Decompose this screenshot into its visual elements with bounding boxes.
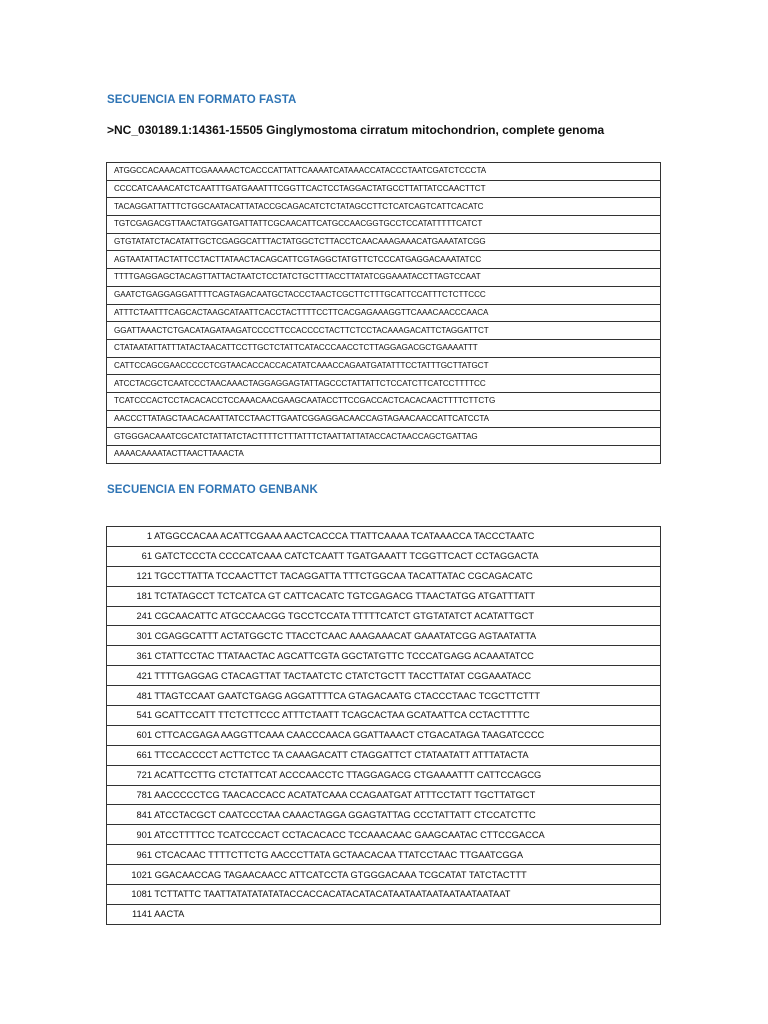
fasta-sequence-line: AGTAATATTACTATTCCTACTTATAACTACAGCATTCGTAGGCTATGTTCTCCCATGAGGACAAATATCC xyxy=(107,251,661,269)
fasta-row xyxy=(107,269,661,287)
genbank-sequence-cell xyxy=(107,527,661,547)
genbank-row xyxy=(107,885,661,905)
genbank-sequence-text: TCTTATTC TAATTATATATATATACCACCACATACATACATAATAATAATAATAATAATAAT xyxy=(154,889,511,900)
genbank-sequence-cell xyxy=(107,725,661,745)
genbank-sequence-cell xyxy=(107,785,661,805)
fasta-row xyxy=(107,446,661,464)
genbank-position-number: 421 xyxy=(136,670,152,681)
genbank-row xyxy=(107,566,661,586)
fasta-sequence-line: GGATTAAACTCTGACATAGATAAGATCCCCTTCCACCCCTACTTCTCCTACAAAGACATTCTAGGATTCT xyxy=(107,322,661,340)
genbank-row xyxy=(107,765,661,785)
genbank-sequence-text: TTCCACCCCT ACTTCTCC TA CAAAGACATT CTAGGATTCT CTATAATATT ATTTATACTA xyxy=(154,750,529,761)
genbank-position-number: 1021 xyxy=(131,869,152,880)
genbank-position-number: 721 xyxy=(136,770,152,781)
genbank-position-number: 661 xyxy=(136,750,152,761)
fasta-row xyxy=(107,322,661,340)
fasta-section-heading: SECUENCIA EN FORMATO FASTA xyxy=(107,94,297,106)
fasta-row xyxy=(107,392,661,410)
genbank-sequence-cell xyxy=(107,904,661,924)
fasta-row xyxy=(107,375,661,393)
genbank-row xyxy=(107,546,661,566)
genbank-sequence-cell xyxy=(107,805,661,825)
genbank-row xyxy=(107,825,661,845)
genbank-position-number: 301 xyxy=(136,630,152,641)
genbank-sequence-text: GATCTCCCTA CCCCATCAAA CATCTCAATT TGATGAAATT TCGGTTCACT CCTAGGACTA xyxy=(154,551,539,562)
genbank-sequence-cell xyxy=(107,586,661,606)
genbank-row xyxy=(107,606,661,626)
genbank-position-number: 181 xyxy=(136,591,152,602)
genbank-position-number: 1081 xyxy=(131,889,152,900)
fasta-sequence-line: GTGGGACAAATCGCATCTATTATCTACTTTTCTTTATTTCTAATTATTATACCACTAACCAGCTGATTAG xyxy=(107,428,661,446)
genbank-sequence-text: CTCACAAC TTTTCTTCTG AACCCTTATA GCTAACACAA TTATCCTAAC TTGAATCGGA xyxy=(154,849,524,860)
genbank-position-number: 1141 xyxy=(132,909,152,920)
fasta-sequence-line: GTGTATATCTACATATTGCTCGAGGCATTTACTATGGCTCTTACCTCAACAAAGAAACATGAAATATCGG xyxy=(107,233,661,251)
fasta-sequence-line: ATTTCTAATTTCAGCACTAAGCATAATTCACCTACTTTTCCTTCACGAGAAAGGTTCAAACAACCCAACA xyxy=(107,304,661,322)
genbank-sequence-cell xyxy=(107,825,661,845)
fasta-row xyxy=(107,163,661,181)
fasta-sequence-line: TCATCCCACTCCTACACACCTCCAAACAACGAAGCAATACCTTCCGACCACTCACACAACTTTTCTTCTG xyxy=(107,392,661,410)
fasta-sequence-line: ATCCTACGCTCAATCCCTAACAAACTAGGAGGAGTATTAGCCCTATTATTCTCCATCTTCATCCTTTTCC xyxy=(107,375,661,393)
genbank-sequence-cell xyxy=(107,845,661,865)
genbank-sequence-text: TTAGTCCAAT GAATCTGAGG AGGATTTTCA GTAGACAATG CTACCCTAAC TCGCTTCTTT xyxy=(154,690,541,701)
fasta-row xyxy=(107,198,661,216)
genbank-sequence-text: GCATTCCATT TTCTCTTCCC ATTTCTAATT TCAGCACTAA GCATAATTCA CCTACTTTTC xyxy=(154,710,530,721)
genbank-row xyxy=(107,904,661,924)
genbank-sequence-cell xyxy=(107,566,661,586)
genbank-position-number: 541 xyxy=(136,710,152,721)
genbank-sequence-cell xyxy=(107,706,661,726)
genbank-row xyxy=(107,666,661,686)
genbank-sequence-text: ATGGCCACAA ACATTCGAAA AACTCACCCA TTATTCAAAA TCATAAACCA TACCCTAATC xyxy=(154,531,535,542)
genbank-sequence-text: CGCAACATTC ATGCCAACGG TGCCTCCATA TTTTTCATCT GTGTATATCT ACATATTGCT xyxy=(154,611,535,621)
genbank-position-number: 961 xyxy=(136,849,152,860)
genbank-sequence-cell xyxy=(107,626,661,646)
genbank-sequence-cell xyxy=(107,765,661,785)
genbank-position-number: 241 xyxy=(136,611,152,621)
fasta-row xyxy=(107,304,661,322)
genbank-sequence-text: CGAGGCATTT ACTATGGCTC TTACCTCAAC AAAGAAACAT GAAATATCGG AGTAATATTA xyxy=(154,630,537,641)
genbank-row xyxy=(107,686,661,706)
genbank-sequence-text: ATCCTTTTCC TCATCCCACT CCTACACACC TCCAAACAAC GAAGCAATAC CTTCCGACCA xyxy=(154,829,545,840)
genbank-position-number: 841 xyxy=(136,809,152,820)
genbank-sequence-table xyxy=(106,526,661,925)
fasta-sequence-line: TTTTGAGGAGCTACAGTTATTACTAATCTCCTATCTGCTTTACCTTATATCGGAAATACCTTAGTCCAAT xyxy=(107,269,661,287)
fasta-row xyxy=(107,286,661,304)
genbank-sequence-text: TCTATAGCCT TCTCATCA GT CATTCACATC TGTCGAGACG TTAACTATGG ATGATTTATT xyxy=(154,591,536,602)
genbank-row xyxy=(107,725,661,745)
fasta-sequence-table xyxy=(106,162,661,464)
fasta-header-line: >NC_030189.1:14361-15505 Ginglymostoma cirratum mitochondrion, complete genoma xyxy=(107,123,605,137)
genbank-row xyxy=(107,845,661,865)
fasta-row xyxy=(107,216,661,234)
genbank-sequence-cell xyxy=(107,546,661,566)
fasta-sequence-line: AAAACAAAATACTTAACTTAAACTA xyxy=(107,446,661,464)
genbank-position-number: 61 xyxy=(141,551,152,562)
genbank-sequence-cell xyxy=(107,745,661,765)
fasta-sequence-line: AACCCTTATAGCTAACACAATTATCCTAACTTGAATCGGAGGACAACCAGTAGAACAACCATTCATCCTA xyxy=(107,410,661,428)
fasta-row xyxy=(107,233,661,251)
fasta-row xyxy=(107,339,661,357)
fasta-row xyxy=(107,410,661,428)
genbank-sequence-cell xyxy=(107,646,661,666)
genbank-row xyxy=(107,805,661,825)
fasta-row xyxy=(107,180,661,198)
genbank-row xyxy=(107,527,661,547)
fasta-row xyxy=(107,357,661,375)
genbank-row xyxy=(107,646,661,666)
genbank-sequence-cell xyxy=(107,606,661,626)
genbank-position-number: 901 xyxy=(136,829,152,840)
fasta-sequence-line: ATGGCCACAAACATTCGAAAAACTCACCCATTATTCAAAATCATAAACCATACCCTAATCGATCTCCCTA xyxy=(107,163,661,181)
genbank-sequence-text: ATCCTACGCT CAATCCCTAA CAAACTAGGA GGAGTATTAG CCCTATTATT CTCCATCTTC xyxy=(154,809,536,820)
genbank-position-number: 781 xyxy=(136,790,152,801)
fasta-sequence-line: CTATAATATTATTTATACTAACATTCCTTGCTCTATTCATACCCAACCTCTTAGGAGACGCTGAAAATTT xyxy=(107,339,661,357)
genbank-sequence-cell xyxy=(107,686,661,706)
genbank-sequence-text: CTATTCCTAC TTATAACTAC AGCATTCGTA GGCTATGTTC TCCCATGAGG ACAAATATCC xyxy=(154,650,534,661)
genbank-sequence-cell xyxy=(107,885,661,905)
genbank-sequence-text: TTTTGAGGAG CTACAGTTAT TACTAATCTC CTATCTGCTT TACCTTATAT CGGAAATACC xyxy=(154,670,532,681)
genbank-sequence-text: CTTCACGAGA AAGGTTCAAA CAACCCAACA GGATTAAACT CTGACATAGA TAAGATCCCC xyxy=(154,730,545,741)
genbank-sequence-text: ACATTCCTTG CTCTATTCAT ACCCAACCTC TTAGGAGACG CTGAAAATTT CATTCCAGCG xyxy=(154,770,542,781)
fasta-sequence-line: TACAGGATTATTTCTGGCAATACATTATACCGCAGACATCTCTATAGCCTTCTCATCAGTCATTCACATC xyxy=(107,198,661,216)
genbank-sequence-text: AACTA xyxy=(154,909,185,920)
genbank-section-heading: SECUENCIA EN FORMATO GENBANK xyxy=(107,484,318,496)
fasta-row xyxy=(107,428,661,446)
genbank-row xyxy=(107,626,661,646)
genbank-row xyxy=(107,865,661,885)
fasta-sequence-line: TGTCGAGACGTTAACTATGGATGATTATTCGCAACATTCATGCCAACGGTGCCTCCATATTTTTCATCT xyxy=(107,216,661,234)
genbank-row xyxy=(107,706,661,726)
genbank-sequence-text: AACCCCCTCG TAACACCACC ACATATCAAA CCAGAATGAT ATTTCCTATT TGCTTATGCT xyxy=(154,790,536,801)
fasta-sequence-line: GAATCTGAGGAGGATTTTCAGTAGACAATGCTACCCTAACTCGCTTCTTTGCATTCCATTTCTCTTCCC xyxy=(107,286,661,304)
genbank-position-number: 1 xyxy=(146,531,152,542)
fasta-row xyxy=(107,251,661,269)
genbank-row xyxy=(107,785,661,805)
genbank-sequence-text: GGACAACCAG TAGAACAACC ATTCATCCTA GTGGGACAAA TCGCATAT TATCTACTTT xyxy=(154,869,527,880)
genbank-row xyxy=(107,586,661,606)
genbank-position-number: 601 xyxy=(136,730,152,741)
genbank-position-number: 481 xyxy=(136,690,152,701)
fasta-sequence-line: CATTCCAGCGAACCCCCTCGTAACACCACCACATATCAAACCAGAATGATATTTCCTATTTGCTTATGCT xyxy=(107,357,661,375)
genbank-sequence-cell xyxy=(107,666,661,686)
fasta-sequence-line: CCCCATCAAACATCTCAATTTGATGAAATTTCGGTTCACTCCTAGGACTATGCCTTATTATCCAACTTCT xyxy=(107,180,661,198)
genbank-position-number: 121 xyxy=(136,571,152,582)
genbank-row xyxy=(107,745,661,765)
genbank-position-number: 361 xyxy=(136,650,152,661)
genbank-sequence-text: TGCCTTATTA TCCAACTTCT TACAGGATTA TTTCTGGCAA TACATTATAC CGCAGACATC xyxy=(154,571,533,582)
genbank-sequence-cell xyxy=(107,865,661,885)
